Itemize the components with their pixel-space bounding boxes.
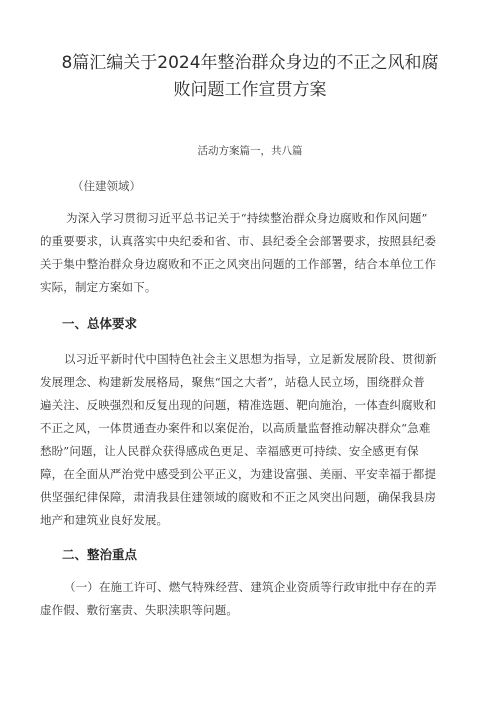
section-heading-key-rectification: 二、整治重点	[62, 547, 138, 562]
section2-item-line: （一）在施工许可、燃气特殊经营、建筑企业资质等行政审批中存在的弄	[64, 580, 437, 594]
field-note: （住建领域）	[72, 179, 141, 193]
section1-line: 以习近平新时代中国特色社会主义思想为指导，立足新发展阶段、贯彻新	[64, 352, 437, 366]
section1-line: 不正之风，一体贯通查办案件和以案促治，以高质量监督推动解决群众“急难	[40, 421, 431, 435]
section1-line: 障，在全面从严治党中感受到公平正义，为建设富强、美丽、平安幸福于都提	[40, 467, 437, 481]
intro-line: 实际，制定方案如下。	[40, 280, 157, 294]
document-subtitle: 活动方案篇一，共八篇	[197, 145, 303, 157]
document-title-line-1: 8篇汇编关于2024年整治群众身边的不正之风和腐	[61, 53, 439, 73]
intro-line: 为深入学习贯彻习近平总书记关于“持续整治群众身边腐败和作风问题”	[66, 211, 428, 225]
intro-line: 的重要要求，认真落实中央纪委和省、市、县纪委全会部署要求，按照县纪委	[40, 234, 437, 248]
section1-line: 愁盼”问题，让人民群众获得感成色更足、幸福感更可持续、安全感更有保	[40, 444, 419, 458]
section-heading-overall-requirements: 一、总体要求	[62, 316, 138, 331]
section1-line: 遍关注、反映强烈和反复出现的问题，精准选题、靶向施治，一体查纠腐败和	[40, 398, 437, 412]
section2-item-line: 虚作假、敷衍塞责、失职渎职等问题。	[40, 603, 239, 617]
section1-line: 发展理念、构建新发展格局，聚焦“国之大者”，站稳人民立场，围绕群众普	[40, 375, 425, 389]
intro-line: 关于集中整治群众身边腐败和不正之风突出问题的工作部署，结合本单位工作	[40, 257, 437, 271]
section1-line: 供坚强纪律保障，肃清我县住建领域的腐败和不正之风突出问题，确保我县房	[40, 490, 437, 504]
document-title-line-2: 败问题工作宣贯方案	[173, 80, 327, 100]
section1-line: 地产和建筑业良好发展。	[40, 513, 169, 527]
